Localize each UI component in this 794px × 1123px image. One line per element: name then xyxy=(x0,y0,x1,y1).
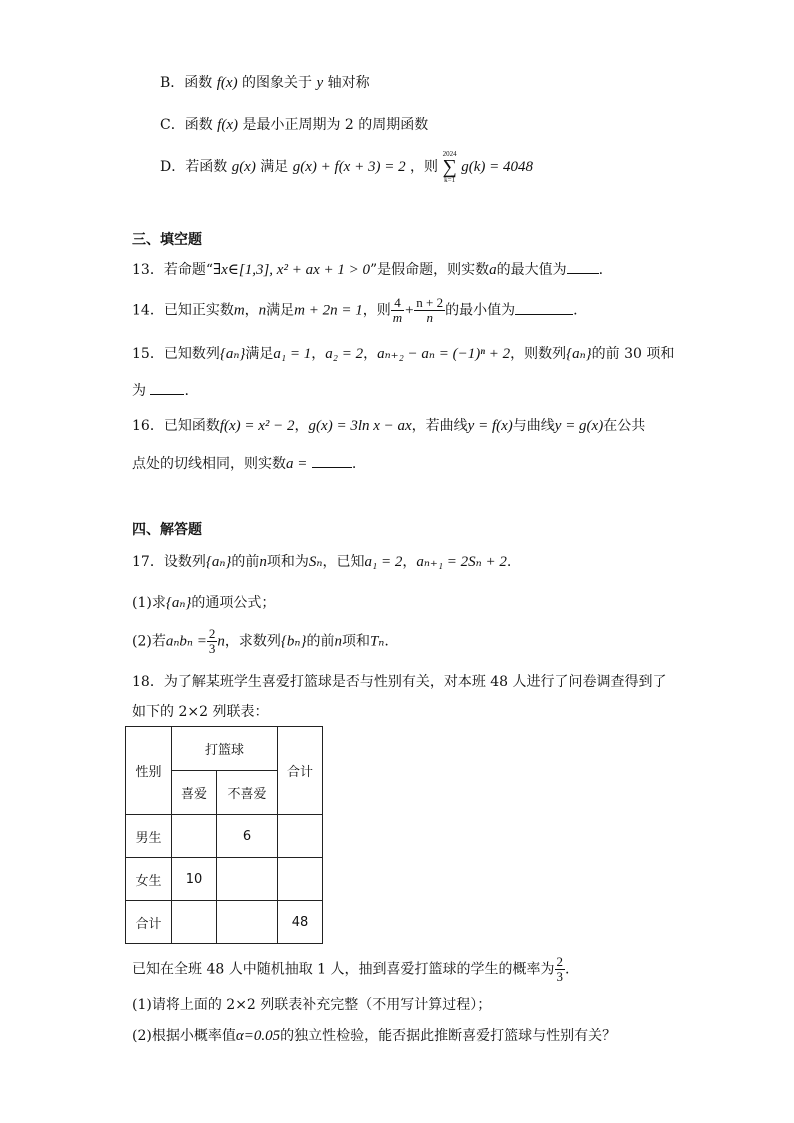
q14-then: ，则 xyxy=(362,302,391,319)
q15-seq2: {aₙ} xyxy=(566,346,592,362)
option-b-rest: 的图象关于 xyxy=(242,75,313,91)
q14-fraction-1 xyxy=(391,296,404,325)
q17-p2-end: . xyxy=(384,633,389,650)
q13-expr: ∃x∈[1,3], x² + ax + 1 > 0 xyxy=(212,262,370,278)
question-18-part2 xyxy=(132,1025,616,1045)
header-gender: 性别 xyxy=(126,727,172,815)
q14-eq: m + 2n = 1 xyxy=(294,302,363,319)
option-b-fx: f(x) xyxy=(216,75,238,91)
option-d-then: ，则 xyxy=(410,159,439,175)
q14-n: n xyxy=(258,302,267,319)
q17-rec: aₙ₊₁ = 2Sₙ + 2 xyxy=(416,554,507,570)
question-15-line2 xyxy=(132,380,189,400)
q17-p2-fraction xyxy=(207,627,218,656)
q15-then: ，则数列 xyxy=(510,346,567,362)
option-b-prefix: B．函数 xyxy=(160,75,213,91)
section-fill-in-title: 三、填空题 xyxy=(132,232,202,248)
option-c-prefix: C．函数 xyxy=(160,117,213,133)
cell-dislike[interactable]: 6 xyxy=(217,815,278,858)
table-row xyxy=(126,858,323,901)
cell-total[interactable] xyxy=(278,858,323,901)
cell-dislike[interactable] xyxy=(217,858,278,901)
q16-y2: y = g(x) xyxy=(554,418,604,434)
option-b xyxy=(160,72,370,92)
q17-p1-tail: 的通项公式； xyxy=(191,595,276,611)
q18-after-num: 2 xyxy=(556,954,564,969)
q17-mid2: 项和为 xyxy=(266,554,309,570)
question-15: 15．已知数列{aₙ}满足a₁ = 1，a₂ = 2，aₙ₊₂ − aₙ = (−1)ⁿ + 2，则数列{aₙ}的前 30 项和 xyxy=(132,346,675,362)
option-b-tail: 轴对称 xyxy=(327,75,370,91)
q17-p2-mid: ，求数列 xyxy=(224,633,281,650)
q16-answer-blank[interactable] xyxy=(312,466,352,468)
q17-end: . xyxy=(506,554,512,570)
question-18-part1: (1)请将上面的 2×2 列联表补充完整（不用写计算过程）； xyxy=(132,997,492,1013)
q16-num: 16．已知函数 xyxy=(132,418,220,434)
q17-p2-pre: (2)若 xyxy=(132,633,166,650)
q18-after-end: . xyxy=(565,961,570,978)
cell-like[interactable] xyxy=(172,901,217,944)
q14-end: . xyxy=(573,302,578,319)
q17-p2-mid2: 的前 xyxy=(306,633,335,650)
option-d-sum-body: g(k) = 4048 xyxy=(461,159,533,175)
q17-p2-den: 3 xyxy=(208,641,216,656)
cell-dislike[interactable] xyxy=(217,901,278,944)
q15-line2-text: 为 xyxy=(132,383,146,399)
option-d-eq: g(x) + f(x + 3) = 2 xyxy=(292,159,406,175)
q17-p1-seq: {aₙ} xyxy=(165,595,192,611)
q13-end: . xyxy=(598,262,604,278)
q15-answer-blank[interactable] xyxy=(150,393,184,395)
q14-fraction-2 xyxy=(414,296,445,325)
q14-comma: ， xyxy=(244,302,259,319)
q17-p2-seq: {bₙ} xyxy=(280,633,307,650)
contingency-table xyxy=(125,726,323,944)
option-c xyxy=(160,114,428,134)
q16-g: g(x) = 3ln x − ax xyxy=(308,418,412,434)
option-d-gx: g(x) xyxy=(231,159,256,175)
q14-mid: 满足 xyxy=(266,302,295,319)
q17-seq: {aₙ} xyxy=(205,554,232,570)
question-18: 18．为了解某班学生喜爱打篮球是否与性别有关，对本班 48 人进行了问卷调查得到了 xyxy=(132,674,667,690)
q17-p2-ab: aₙbₙ = xyxy=(165,633,207,650)
q14-f1-den: m xyxy=(392,310,403,325)
question-14 xyxy=(132,296,578,325)
q14-tail: 的最小值为 xyxy=(445,302,516,319)
q17-p2-num: 2 xyxy=(208,626,216,641)
q14-plus: + xyxy=(404,302,415,319)
table-row xyxy=(126,901,323,944)
q17-p2-T: Tₙ xyxy=(369,633,385,650)
question-17-part1 xyxy=(132,592,275,612)
sum-lower-limit: k=1 xyxy=(444,176,456,184)
sum-upper-limit: 2024 xyxy=(442,150,457,158)
q17-p2-n2: n xyxy=(334,633,342,650)
q18-p2-tail: 的独立性检验，能否据此推断喜爱打篮球与性别有关？ xyxy=(280,1028,617,1044)
option-c-rest: 是最小正周期为 2 的周期函数 xyxy=(242,117,429,133)
header-dislike: 不喜爱 xyxy=(217,771,278,815)
row-label: 合计 xyxy=(126,901,172,944)
q16-aeq: a = xyxy=(286,456,308,472)
header-like: 喜爱 xyxy=(172,771,217,815)
q16-mid: ，若曲线 xyxy=(411,418,468,434)
question-16-line2 xyxy=(132,453,356,473)
question-18-line2: 如下的 2×2 列联表： xyxy=(132,704,269,720)
option-d-mid: 满足 xyxy=(260,159,289,175)
q17-n: n xyxy=(259,554,267,570)
q14-answer-blank[interactable] xyxy=(515,313,573,315)
q17-p2-n: n xyxy=(217,633,225,650)
q18-p2-alpha: α=0.05 xyxy=(235,1028,281,1044)
cell-total[interactable] xyxy=(278,815,323,858)
sigma-icon: ∑ xyxy=(442,156,457,178)
q15-c2: a₂ = 2 xyxy=(325,346,364,362)
q16-f: f(x) = x² − 2 xyxy=(219,418,295,434)
q13-tail: 的最大值为 xyxy=(496,262,567,278)
row-label: 男生 xyxy=(126,815,172,858)
question-18-given xyxy=(132,955,569,984)
section-solution-title: 四、解答题 xyxy=(132,522,202,538)
q15-tail: 的前 30 项和 xyxy=(591,346,675,362)
q14-m: m xyxy=(233,302,245,319)
header-basketball: 打篮球 xyxy=(172,727,278,771)
row-label: 女生 xyxy=(126,858,172,901)
q14-f1-num: 4 xyxy=(391,296,404,311)
cell-total[interactable]: 48 xyxy=(278,901,323,944)
q17-p2-tail: 项和 xyxy=(341,633,370,650)
q15-c1: a₁ = 1 xyxy=(273,346,312,362)
q14-f2-num: n + 2 xyxy=(416,295,444,310)
option-b-y: y xyxy=(316,75,324,91)
q18-after-pre: 已知在全班 48 人中随机抽取 1 人，抽到喜爱打篮球的学生的概率为 xyxy=(132,961,555,978)
question-16: 16．已知函数f(x) = x² − 2，g(x) = 3ln x − ax，若曲线y = f(x)与曲线y = g(x)在公共 xyxy=(132,418,646,434)
q17-sn: Sₙ xyxy=(308,554,323,570)
q16-y1: y = f(x) xyxy=(467,418,513,434)
q15-c3: aₙ₊₂ − aₙ = (−1)ⁿ + 2 xyxy=(377,346,511,362)
cell-like[interactable] xyxy=(172,815,217,858)
q15-mid: 满足 xyxy=(245,346,274,362)
header-total: 合计 xyxy=(278,727,323,815)
q17-num: 17．设数列 xyxy=(132,554,206,570)
q14-f2-den: n xyxy=(426,310,433,325)
q16-with: 与曲线 xyxy=(512,418,555,434)
q17-a1: a₁ = 2 xyxy=(364,554,403,570)
q18-p2-pre: (2)根据小概率值 xyxy=(132,1028,236,1044)
q13-num: 13．若命题“ xyxy=(132,262,213,278)
q14-num: 14．已知正实数 xyxy=(132,302,234,319)
option-d-prefix: D．若函数 xyxy=(160,159,228,175)
q18-probability-fraction xyxy=(555,955,566,984)
option-d xyxy=(160,150,533,184)
sigma-symbol xyxy=(443,150,457,184)
q17-known: ，已知 xyxy=(322,554,365,570)
question-17: 17．设数列{aₙ}的前n项和为Sₙ，已知a₁ = 2，aₙ₊₁ = 2Sₙ + 2. xyxy=(132,554,512,570)
q16-end: . xyxy=(351,456,357,472)
question-17-part2 xyxy=(132,627,389,656)
q13-answer-blank[interactable] xyxy=(567,272,599,274)
q17-mid: 的前 xyxy=(231,554,260,570)
q16-tail: 在公共 xyxy=(603,418,646,434)
table-row xyxy=(126,815,323,858)
option-c-fx: f(x) xyxy=(217,117,238,133)
q18-after-den: 3 xyxy=(556,969,564,984)
q13-rest: ”是假命题，则实数 xyxy=(370,262,490,278)
q17-p1-pre: (1)求 xyxy=(132,595,166,611)
question-13 xyxy=(132,259,603,279)
q15-seq: {aₙ} xyxy=(219,346,246,362)
q15-num: 15．已知数列 xyxy=(132,346,220,362)
cell-like[interactable]: 10 xyxy=(172,858,217,901)
q13-a: a xyxy=(489,262,497,278)
q16-line2-text: 点处的切线相同，则实数 xyxy=(132,456,286,472)
q15-end: . xyxy=(184,383,189,399)
